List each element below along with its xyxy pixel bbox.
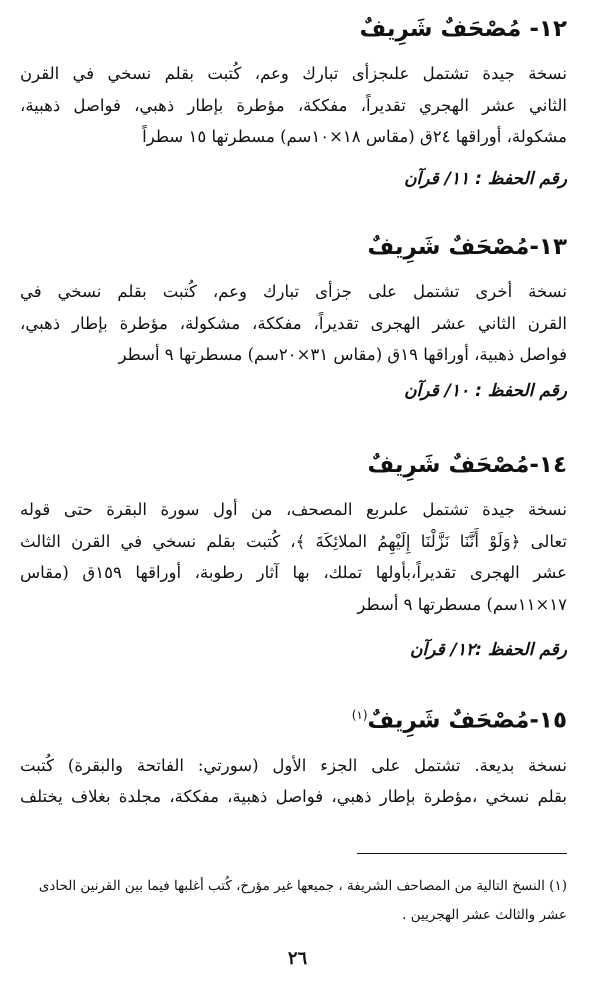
text-line: عشر الهجرى تقديراً،بأولها تملك، بها آثار رطوبة، أوراقها ١٥٩ق (مقاس [20, 563, 567, 582]
text-line: الثاني عشر الهجري تقديراً، مفككة، مؤطرة بإطار ذهبي، فواصل ذهبية، [20, 95, 567, 115]
text-line: ١٧×١١سم) مسطرتها ٩ أسطر [357, 594, 567, 614]
footnote-divider [357, 853, 567, 854]
entry-description [20, 58, 567, 153]
entry-heading: ١٢- مُصْحَفٌ شَرِيفٌ [359, 16, 567, 42]
entry-15 [20, 696, 567, 813]
entry-heading-text: ١٥-مُصْحَفٌ شَرِيفٌ [367, 707, 567, 734]
shelf-mark: رقم الحفظ :١٢/ قرآن [409, 640, 567, 660]
entry-description [20, 276, 567, 371]
text-line: نسخة جيدة تشتمل علىربع المصحف، من أول سورة البقرة حتى قوله [20, 500, 567, 519]
entry-13 [20, 228, 567, 405]
footnote [20, 872, 567, 930]
page-number: ٢٦ [287, 948, 308, 969]
entry-heading: ١٤-مُصْحَفٌ شَرِيفٌ [367, 452, 567, 478]
text-line: مشكولة، أوراقها ٢٤ق (مقاس ١٨×١٠سم) مسطرتها ١٥ سطراً [142, 127, 567, 146]
text-line: القرن الثاني عشر الهجرى تقديراً، مفككة، مشكولة، مؤطرة بإطار ذهبي، [20, 313, 567, 333]
footnote-marker: (١) [351, 708, 368, 722]
entry-12 [20, 10, 567, 193]
text-line: نسخة أخرى تشتمل على جزأى تبارك وعم، كُتبت بقلم نسخي في [20, 282, 567, 301]
footnote-line: عشر والثالث عشر الهجريين . [402, 907, 567, 923]
text-line: نسخة جيدة تشتمل علىجزأى تبارك وعم، كُتبت بقلم نسخي في القرن [20, 64, 567, 83]
entry-heading [20, 696, 567, 740]
text-line: نسخة بديعة. تشتمل على الجزء الأول (سورتي: الفاتحة والبقرة) كُتبت [20, 755, 567, 775]
text-line: تعالى ﴿وَلَوْ أَنَّنَا نَزَّلْنَا إِلَيْهِمُ الملائِكَةَ ﴾، كُتبت بقلم نسخي في القرن الثالث [20, 531, 567, 551]
entry-description [20, 750, 567, 813]
text-line: فواصل ذهبية، أوراقها ١٩ق (مقاس ٣١×٢٠سم) مسطرتها ٩ أسطر [118, 345, 567, 364]
shelf-mark: رقم الحفظ : ١١/ قرآن [404, 168, 567, 189]
entry-description [20, 494, 567, 620]
text-line: بقلم نسخي ،مؤطرة بإطار ذهبي، فواصل ذهبية، مفككة، مجلدة بغلاف يختلف [20, 787, 567, 807]
entry-heading: ١٣-مُصْحَفٌ شَرِيفٌ [367, 234, 567, 260]
footnote-line: (١) النسخ التالية من المصاحف الشريفة ، جميعها غير مؤرخ، كُتب أغلبها فيما بين القرنين الحادى [38, 878, 567, 894]
shelf-mark: رقم الحفظ : ١٠/ قرآن [404, 380, 567, 401]
entry-14 [20, 446, 567, 664]
